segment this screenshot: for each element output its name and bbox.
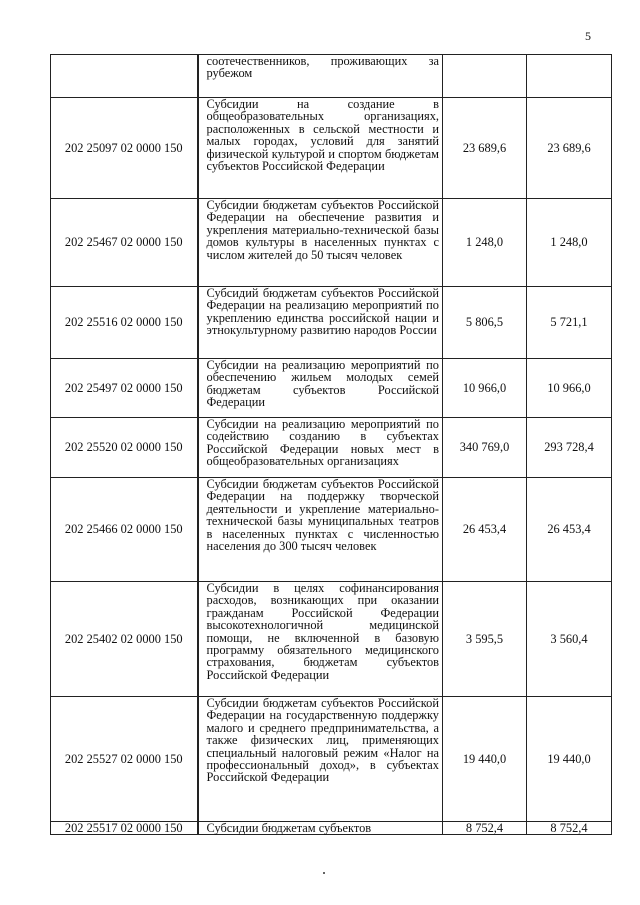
amount-1: 8 752,4 bbox=[443, 822, 527, 835]
scan-speck bbox=[323, 872, 325, 874]
budget-code: 202 25517 02 0000 150 bbox=[51, 822, 198, 835]
table-row bbox=[51, 55, 612, 98]
subsidy-description: Субсидий бюджетам субъектов Российской Федерации на реализацию мероприятий по укреплению единства российской нации и этнокультурному развитию народов России bbox=[198, 287, 443, 359]
amount-2: 26 453,4 bbox=[527, 478, 612, 582]
budget-code: 202 25097 02 0000 150 bbox=[51, 98, 198, 199]
budget-code: 202 25467 02 0000 150 bbox=[51, 199, 198, 287]
subsidy-description: Субсидии в целях софинансирования расходов, возникающих при оказании гражданам Российской Федерации высокотехнологичной медицинской помощи, не включенной в базовую программу обязательного медицинского страхования, бюджетам субъектов Российской Федерации bbox=[198, 582, 443, 697]
amount-1 bbox=[443, 55, 527, 98]
amount-2: 5 721,1 bbox=[527, 287, 612, 359]
amount-2: 23 689,6 bbox=[527, 98, 612, 199]
amount-1: 1 248,0 bbox=[443, 199, 527, 287]
budget-code: 202 25466 02 0000 150 bbox=[51, 478, 198, 582]
amount-1: 10 966,0 bbox=[443, 359, 527, 418]
subsidy-description: Субсидии на реализацию мероприятий по содействию созданию в субъектах Российской Федерации новых мест в общеобразовательных организациях bbox=[198, 418, 443, 478]
amount-1: 3 595,5 bbox=[443, 582, 527, 697]
table-row bbox=[51, 697, 612, 822]
budget-code: 202 25497 02 0000 150 bbox=[51, 359, 198, 418]
subsidy-description: соотечественников, проживающих за рубежом bbox=[198, 55, 443, 98]
amount-1: 23 689,6 bbox=[443, 98, 527, 199]
budget-code bbox=[51, 55, 198, 98]
amount-2: 10 966,0 bbox=[527, 359, 612, 418]
budget-table bbox=[50, 54, 612, 835]
table-row bbox=[51, 98, 612, 199]
amount-1: 5 806,5 bbox=[443, 287, 527, 359]
amount-2: 8 752,4 bbox=[527, 822, 612, 835]
amount-2: 19 440,0 bbox=[527, 697, 612, 822]
subsidy-description: Субсидии бюджетам субъектов Российской Федерации на обеспечение развития и укрепления материально-технической базы домов культуры в населенных пунктах с числом жителей до 50 тысяч человек bbox=[198, 199, 443, 287]
table-row bbox=[51, 287, 612, 359]
page-number: 5 bbox=[585, 29, 591, 43]
amount-1: 340 769,0 bbox=[443, 418, 527, 478]
amount-1: 19 440,0 bbox=[443, 697, 527, 822]
subsidy-description: Субсидии на создание в общеобразовательных организациях, расположенных в сельской местности и малых городах, условий для занятий физической культурой и спортом бюджетам субъектов Российской Федерации bbox=[198, 98, 443, 199]
subsidy-description: Субсидии бюджетам субъектов Российской Федерации на государственную поддержку малого и среднего предпринимательства, а также физических лиц, применяющих специальный налоговый режим «Налог на профессиональный доход», в субъектах Российской Федерации bbox=[198, 697, 443, 822]
subsidy-description: Субсидии бюджетам субъектов bbox=[198, 822, 443, 835]
table-row bbox=[51, 359, 612, 418]
table-row bbox=[51, 478, 612, 582]
subsidy-description: Субсидии бюджетам субъектов Российской Федерации на поддержку творческой деятельности и укрепление материально-технической базы муниципальных театров в населенных пунктах с численностью населения до 300 тысяч человек bbox=[198, 478, 443, 582]
budget-code: 202 25520 02 0000 150 bbox=[51, 418, 198, 478]
budget-code: 202 25402 02 0000 150 bbox=[51, 582, 198, 697]
table-row bbox=[51, 822, 612, 835]
amount-2 bbox=[527, 55, 612, 98]
amount-2: 3 560,4 bbox=[527, 582, 612, 697]
table-row bbox=[51, 582, 612, 697]
table-row bbox=[51, 199, 612, 287]
subsidy-description: Субсидии на реализацию мероприятий по обеспечению жильем молодых семей бюджетам субъектов Российской Федерации bbox=[198, 359, 443, 418]
amount-1: 26 453,4 bbox=[443, 478, 527, 582]
table-row bbox=[51, 418, 612, 478]
amount-2: 1 248,0 bbox=[527, 199, 612, 287]
budget-code: 202 25516 02 0000 150 bbox=[51, 287, 198, 359]
budget-code: 202 25527 02 0000 150 bbox=[51, 697, 198, 822]
amount-2: 293 728,4 bbox=[527, 418, 612, 478]
